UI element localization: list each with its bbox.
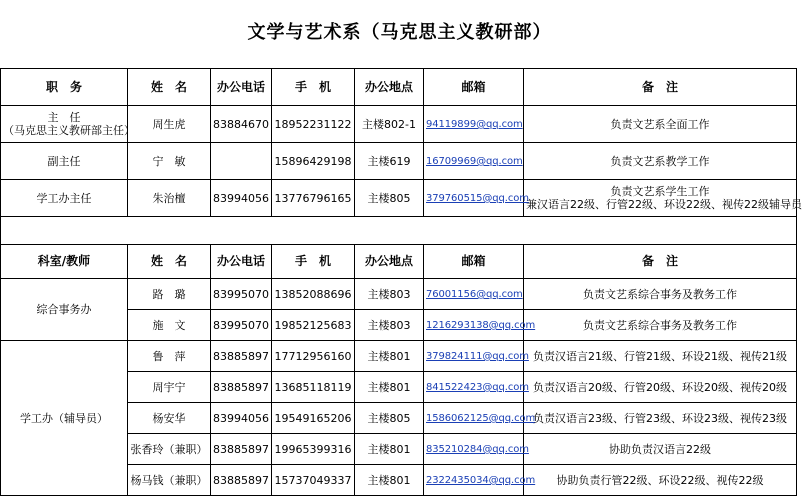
phone-cell: 83884670 — [211, 106, 272, 143]
office-cell: 主楼801 — [355, 372, 424, 403]
email-link[interactable]: 1216293138@qq.com — [426, 320, 536, 331]
email-link[interactable]: 16709969@qq.com — [426, 156, 523, 167]
role-line: 主 任 — [47, 111, 81, 124]
email-cell — [424, 180, 529, 217]
note-cell — [524, 180, 802, 217]
spacer-row — [1, 217, 797, 245]
office-cell: 主楼805 — [355, 403, 424, 434]
name-cell: 张香玲（兼职） — [128, 434, 211, 465]
note-cell: 负责文艺系综合事务及教务工作 — [524, 310, 797, 341]
name-cell: 鲁 萍 — [128, 341, 211, 372]
office-cell: 主楼801 — [355, 341, 424, 372]
email-cell — [424, 341, 529, 372]
header-dept: 科室/教师 — [1, 245, 128, 279]
header-note: 备 注 — [524, 69, 797, 106]
note-cell: 负责汉语言23级、行管23级、环设23级、视传23级 — [524, 403, 797, 434]
table-row — [1, 106, 797, 143]
table-row — [1, 341, 797, 372]
email-cell — [424, 143, 524, 180]
office-cell: 主楼801 — [355, 434, 424, 465]
name-cell: 路 璐 — [128, 279, 211, 310]
email-cell — [424, 434, 529, 465]
mobile-cell: 18952231122 — [272, 106, 355, 143]
mobile-cell: 15737049337 — [272, 465, 355, 496]
role-cell: 学工办主任 — [1, 180, 128, 217]
phone-cell: 83994056 — [211, 403, 272, 434]
header-name: 姓 名 — [128, 245, 211, 279]
email-link[interactable]: 2322435034@qq.com — [426, 475, 536, 486]
mobile-cell: 13685118119 — [272, 372, 355, 403]
mobile-cell: 13852088696 — [272, 279, 355, 310]
header-role: 职 务 — [1, 69, 128, 106]
table-row — [1, 143, 797, 180]
staff-header-row — [1, 245, 797, 279]
table-row — [1, 180, 797, 217]
office-cell: 主楼803 — [355, 279, 424, 310]
email-link[interactable]: 379824111@qq.com — [426, 351, 529, 362]
email-link[interactable]: 379760515@qq.com — [426, 193, 529, 204]
name-cell: 宁 敏 — [128, 143, 211, 180]
phone-cell: 83995070 — [211, 279, 272, 310]
phone-cell: 83995070 — [211, 310, 272, 341]
role-line: （马克思主义教研部主任） — [3, 124, 135, 137]
email-cell — [424, 310, 536, 341]
header-office: 办公地点 — [355, 245, 424, 279]
name-cell: 杨安华 — [128, 403, 211, 434]
email-cell — [424, 372, 529, 403]
phone-cell: 83885897 — [211, 341, 272, 372]
office-cell: 主楼801 — [355, 465, 424, 496]
note-cell: 负责文艺系教学工作 — [524, 143, 797, 180]
mobile-cell: 17712956160 — [272, 341, 355, 372]
office-cell: 主楼803 — [355, 310, 424, 341]
note-cell: 负责文艺系全面工作 — [524, 106, 797, 143]
mobile-cell: 13776796165 — [272, 180, 355, 217]
phone-cell: 83994056 — [211, 180, 272, 217]
note-line: 兼汉语言22级、行管22级、环设22级、视传22级辅导员 — [526, 198, 802, 211]
name-cell: 周生虎 — [128, 106, 211, 143]
role-cell: 副主任 — [1, 143, 128, 180]
name-cell: 朱治檀 — [128, 180, 211, 217]
phone-cell: 83885897 — [211, 434, 272, 465]
page-title: 文学与艺术系（马克思主义教研部） — [247, 22, 552, 43]
dept-cell: 学工办（辅导员） — [1, 341, 128, 496]
mobile-cell: 19549165206 — [272, 403, 355, 434]
header-mobile: 手 机 — [272, 245, 355, 279]
phone-cell: 83885897 — [211, 372, 272, 403]
phone-cell — [211, 143, 272, 180]
email-cell — [424, 279, 524, 310]
note-line: 负责文艺系学生工作 — [610, 185, 710, 198]
office-cell: 主楼805 — [355, 180, 424, 217]
email-link[interactable]: 76001156@qq.com — [426, 289, 523, 300]
header-note: 备 注 — [524, 245, 797, 279]
email-link[interactable]: 835210284@qq.com — [426, 444, 529, 455]
header-email: 邮箱 — [424, 69, 524, 106]
email-link[interactable]: 94119899@qq.com — [426, 119, 523, 130]
note-cell: 协助负责行管22级、环设22级、视传22级 — [524, 465, 797, 496]
email-link[interactable]: 1586062125@qq.com — [426, 413, 536, 424]
header-name: 姓 名 — [128, 69, 211, 106]
phone-cell: 83885897 — [211, 465, 272, 496]
role-cell — [1, 106, 135, 143]
header-office: 办公地点 — [355, 69, 424, 106]
note-cell: 协助负责汉语言22级 — [524, 434, 797, 465]
email-cell — [424, 403, 536, 434]
mobile-cell: 15896429198 — [272, 143, 355, 180]
office-cell: 主楼619 — [355, 143, 424, 180]
header-mobile: 手 机 — [272, 69, 355, 106]
contact-table — [0, 68, 802, 496]
note-cell: 负责汉语言21级、行管21级、环设21级、视传21级 — [524, 341, 797, 372]
name-cell: 周宇宁 — [128, 372, 211, 403]
header-phone: 办公电话 — [211, 69, 272, 106]
dept-cell: 综合事务办 — [1, 279, 128, 341]
mobile-cell: 19852125683 — [272, 310, 355, 341]
email-cell — [424, 106, 524, 143]
email-link[interactable]: 841522423@qq.com — [426, 382, 529, 393]
leaders-header-row — [1, 69, 797, 106]
mobile-cell: 19965399316 — [272, 434, 355, 465]
header-phone: 办公电话 — [211, 245, 272, 279]
name-cell: 杨马钱（兼职） — [128, 465, 211, 496]
table-row — [1, 279, 797, 310]
name-cell: 施 文 — [128, 310, 211, 341]
office-cell: 主楼802-1 — [355, 106, 424, 143]
note-cell: 负责汉语言20级、行管20级、环设20级、视传20级 — [524, 372, 797, 403]
note-cell: 负责文艺系综合事务及教务工作 — [524, 279, 797, 310]
header-email: 邮箱 — [424, 245, 524, 279]
email-cell — [424, 465, 536, 496]
